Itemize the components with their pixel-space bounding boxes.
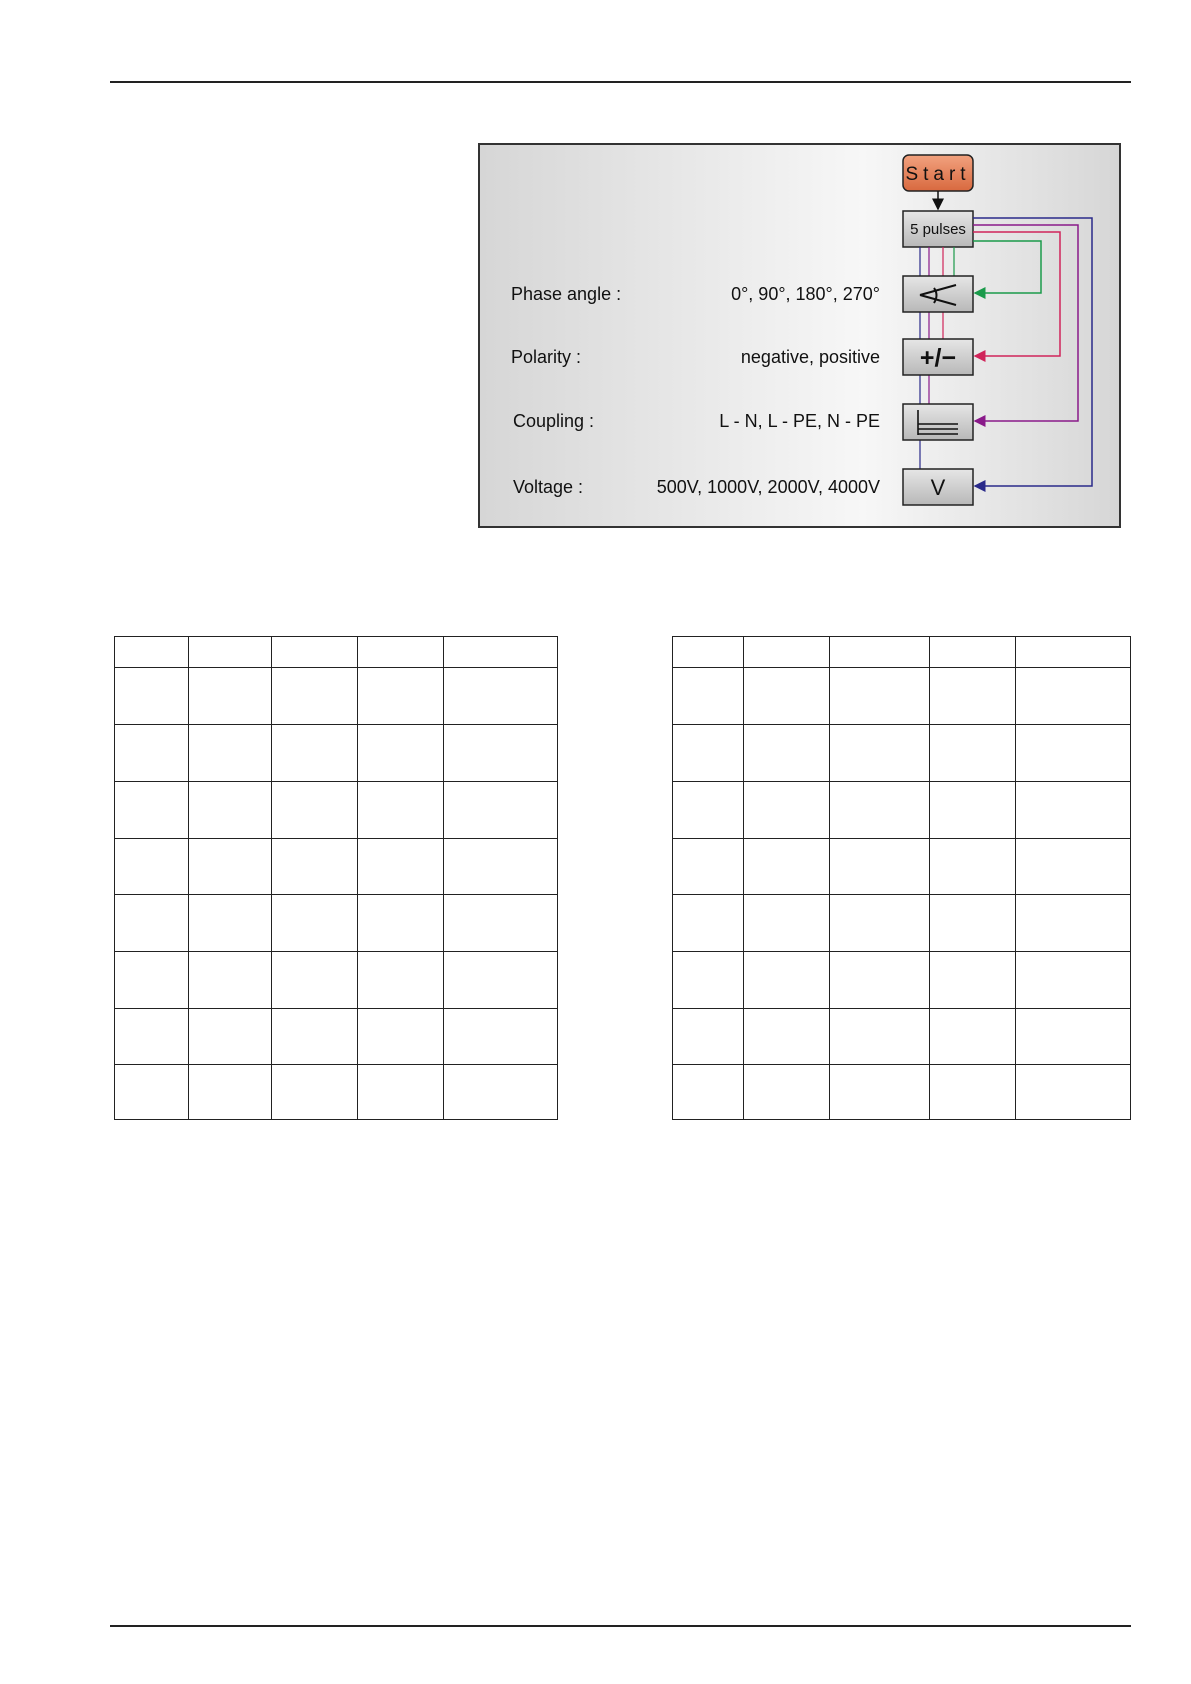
table-row [115, 782, 558, 839]
table-cell [272, 1065, 358, 1120]
table-cell [930, 1009, 1016, 1065]
table-row [673, 952, 1131, 1009]
table-cell [272, 782, 358, 839]
table-cell [744, 782, 830, 839]
table-cell [444, 1009, 558, 1065]
table-cell [189, 952, 272, 1009]
table-row [673, 782, 1131, 839]
table-cell [673, 1065, 744, 1120]
table-cell [115, 952, 189, 1009]
coupling-label: Coupling : [513, 411, 595, 431]
table-row [115, 725, 558, 782]
table-cell [830, 1065, 930, 1120]
table-cell [744, 952, 830, 1009]
table-row [115, 839, 558, 895]
table-cell [358, 637, 444, 668]
table-cell [830, 725, 930, 782]
table-cell [744, 637, 830, 668]
polarity-values: negative, positive [740, 347, 880, 367]
table-cell [444, 637, 558, 668]
table-cell [444, 782, 558, 839]
table-cell [930, 895, 1016, 952]
table-cell [673, 839, 744, 895]
table-cell [830, 839, 930, 895]
header-rule [110, 81, 1131, 83]
table-cell [673, 668, 744, 725]
pulses-label: 5 pulses [910, 221, 966, 238]
table-cell [115, 782, 189, 839]
table-cell [115, 668, 189, 725]
phase-angle-label: Phase angle : [511, 284, 622, 304]
table-cell [272, 725, 358, 782]
table-row [673, 668, 1131, 725]
table-cell [444, 895, 558, 952]
table-cell [189, 725, 272, 782]
table-cell [358, 725, 444, 782]
table-cell [358, 668, 444, 725]
table-cell [744, 839, 830, 895]
table-cell [1016, 1065, 1131, 1120]
table-cell [673, 782, 744, 839]
table-cell [930, 952, 1016, 1009]
table-cell [830, 1009, 930, 1065]
table-cell [189, 782, 272, 839]
table-cell [1016, 637, 1131, 668]
table-cell [358, 895, 444, 952]
table-row [115, 952, 558, 1009]
table-cell [673, 725, 744, 782]
table-cell [189, 637, 272, 668]
table-cell [744, 725, 830, 782]
table-cell [115, 839, 189, 895]
table-cell [1016, 1009, 1131, 1065]
table-row [673, 725, 1131, 782]
table-cell [189, 839, 272, 895]
table-row [673, 637, 1131, 668]
table-cell [744, 668, 830, 725]
polarity-label: Polarity : [511, 347, 582, 367]
table-cell [444, 668, 558, 725]
table-cell [272, 952, 358, 1009]
table-cell [115, 637, 189, 668]
table-cell [673, 952, 744, 1009]
table-cell [358, 1009, 444, 1065]
table-cell [444, 952, 558, 1009]
table-cell [830, 952, 930, 1009]
table-cell [1016, 839, 1131, 895]
table-cell [358, 1065, 444, 1120]
table-cell [744, 895, 830, 952]
phase-angle-values: 0°, 90°, 180°, 270° [731, 284, 880, 304]
table-cell [115, 895, 189, 952]
table-cell [830, 637, 930, 668]
table-cell [272, 1009, 358, 1065]
table-row [115, 1009, 558, 1065]
table-cell [830, 668, 930, 725]
coupling-values: L - N, L - PE, N - PE [719, 411, 880, 431]
phase-angle-box [903, 276, 973, 312]
table-cell [1016, 668, 1131, 725]
table-cell [444, 725, 558, 782]
table-cell [673, 1009, 744, 1065]
table-cell [189, 1065, 272, 1120]
table-row [673, 1065, 1131, 1120]
table-cell [189, 1009, 272, 1065]
table-cell [930, 839, 1016, 895]
polarity-icon: +/− [919, 344, 957, 372]
table-cell [930, 725, 1016, 782]
table-cell [1016, 952, 1131, 1009]
table-cell [272, 668, 358, 725]
table-cell [272, 839, 358, 895]
table-cell [272, 895, 358, 952]
table-cell [115, 725, 189, 782]
table-cell [272, 637, 358, 668]
diagram-frame [479, 144, 1120, 527]
footer-rule [110, 1625, 1131, 1627]
table-cell [744, 1009, 830, 1065]
table-cell [744, 1065, 830, 1120]
table-cell [358, 782, 444, 839]
table-cell [830, 782, 930, 839]
table-cell [1016, 725, 1131, 782]
table-cell [673, 637, 744, 668]
table-cell [358, 839, 444, 895]
table-row [115, 1065, 558, 1120]
table-cell [444, 839, 558, 895]
table-cell [444, 1065, 558, 1120]
table-cell [930, 782, 1016, 839]
table-cell [1016, 895, 1131, 952]
table-row [115, 895, 558, 952]
table-row [673, 839, 1131, 895]
table-cell [1016, 782, 1131, 839]
table-cell [189, 668, 272, 725]
start-label: Start [905, 164, 971, 185]
table-cell [115, 1009, 189, 1065]
table-cell [189, 895, 272, 952]
table-cell [930, 668, 1016, 725]
voltage-values: 500V, 1000V, 2000V, 4000V [656, 477, 880, 497]
table-cell [358, 952, 444, 1009]
table-row [115, 637, 558, 668]
table-row [115, 668, 558, 725]
left-grid-table [114, 636, 558, 1120]
table-row [673, 1009, 1131, 1065]
test-sequence-diagram [478, 143, 1121, 528]
table-cell [830, 895, 930, 952]
table-cell [930, 637, 1016, 668]
table-cell [930, 1065, 1016, 1120]
right-grid-table [672, 636, 1131, 1120]
voltage-icon: V [930, 475, 946, 500]
table-cell [673, 895, 744, 952]
voltage-label: Voltage : [513, 477, 584, 497]
table-row [673, 895, 1131, 952]
table-cell [115, 1065, 189, 1120]
